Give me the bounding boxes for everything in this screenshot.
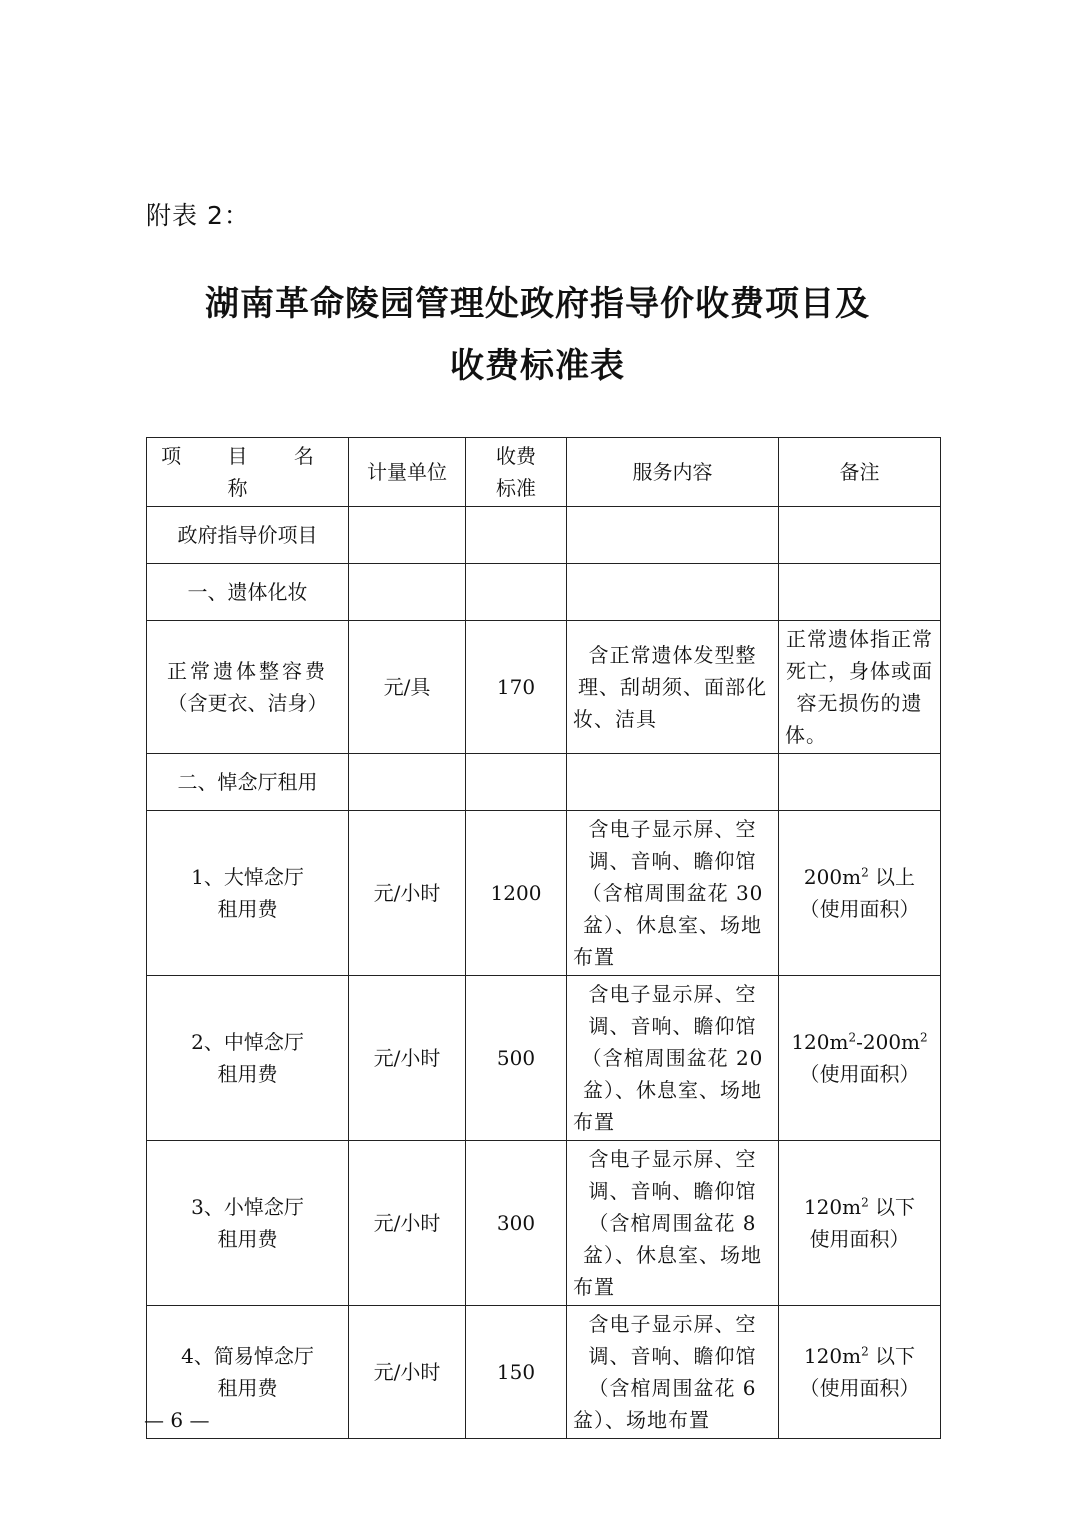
row-name: 4、简易悼念厅 租用费 bbox=[147, 1306, 349, 1439]
row-unit: 元/小时 bbox=[349, 811, 466, 976]
row-service: 含电子显示屏、空调、音响、瞻仰馆（含棺周围盆花 8 盆）、休息室、场地布置 bbox=[567, 1141, 779, 1306]
row-remark: $120m^2$ 以下 使用面积） bbox=[779, 1141, 941, 1306]
table-row bbox=[147, 507, 941, 564]
row-price: 1200 bbox=[466, 811, 567, 976]
row-service: 含正常遗体发型整理、刮胡须、面部化妆、洁具 bbox=[567, 621, 779, 754]
table-row bbox=[147, 621, 941, 754]
header-name: 项 目 名 称 bbox=[147, 438, 349, 507]
header-remark: 备注 bbox=[779, 438, 941, 507]
header-unit: 计量单位 bbox=[349, 438, 466, 507]
header-standard: 收费 标准 bbox=[466, 438, 567, 507]
row-remark: $200m^2$ 以上 （使用面积） bbox=[779, 811, 941, 976]
row-price: 300 bbox=[466, 1141, 567, 1306]
row-name: 3、小悼念厅 租用费 bbox=[147, 1141, 349, 1306]
row-unit: 元/小时 bbox=[349, 1141, 466, 1306]
row-unit: 元/小时 bbox=[349, 976, 466, 1141]
table-row bbox=[147, 1141, 941, 1306]
row-name: 1、大悼念厅 租用费 bbox=[147, 811, 349, 976]
document-title-line-1: 湖南革命陵园管理处政府指导价收费项目及 bbox=[205, 284, 870, 324]
row-service: 含电子显示屏、空调、音响、瞻仰馆（含棺周围盆花 6 盆）、场地布置 bbox=[567, 1306, 779, 1439]
attachment-label: 附表 2： bbox=[146, 201, 250, 230]
row-remark: $120m^2-200m^2$ （使用面积） bbox=[779, 976, 941, 1141]
row-price: 500 bbox=[466, 976, 567, 1141]
page-number: — 6 — bbox=[144, 1408, 210, 1432]
table-header-row bbox=[147, 438, 941, 507]
row-service: 含电子显示屏、空调、音响、瞻仰馆（含棺周围盆花 30 盆）、休息室、场地布置 bbox=[567, 811, 779, 976]
row-name: 政府指导价项目 bbox=[147, 507, 349, 564]
row-price: 150 bbox=[466, 1306, 567, 1439]
row-name: 一、遗体化妆 bbox=[147, 564, 349, 621]
table-row bbox=[147, 564, 941, 621]
header-service: 服务内容 bbox=[567, 438, 779, 507]
table-row bbox=[147, 754, 941, 811]
row-name: 二、悼念厅租用 bbox=[147, 754, 349, 811]
row-unit: 元/具 bbox=[349, 621, 466, 754]
table-row bbox=[147, 976, 941, 1141]
table-row bbox=[147, 811, 941, 976]
row-remark: 正常遗体指正常死亡，身体或面容无损伤的遗体。 bbox=[779, 621, 941, 754]
fee-table bbox=[146, 437, 941, 1439]
row-name: 正常遗体整容费 （含更衣、洁身） bbox=[147, 621, 349, 754]
table-row bbox=[147, 1306, 941, 1439]
row-name: 2、中悼念厅 租用费 bbox=[147, 976, 349, 1141]
row-price: 170 bbox=[466, 621, 567, 754]
row-service: 含电子显示屏、空调、音响、瞻仰馆（含棺周围盆花 20 盆）、休息室、场地布置 bbox=[567, 976, 779, 1141]
row-unit: 元/小时 bbox=[349, 1306, 466, 1439]
document-title-line-2: 收费标准表 bbox=[450, 346, 625, 386]
row-remark: $120m^2$ 以下 （使用面积） bbox=[779, 1306, 941, 1439]
